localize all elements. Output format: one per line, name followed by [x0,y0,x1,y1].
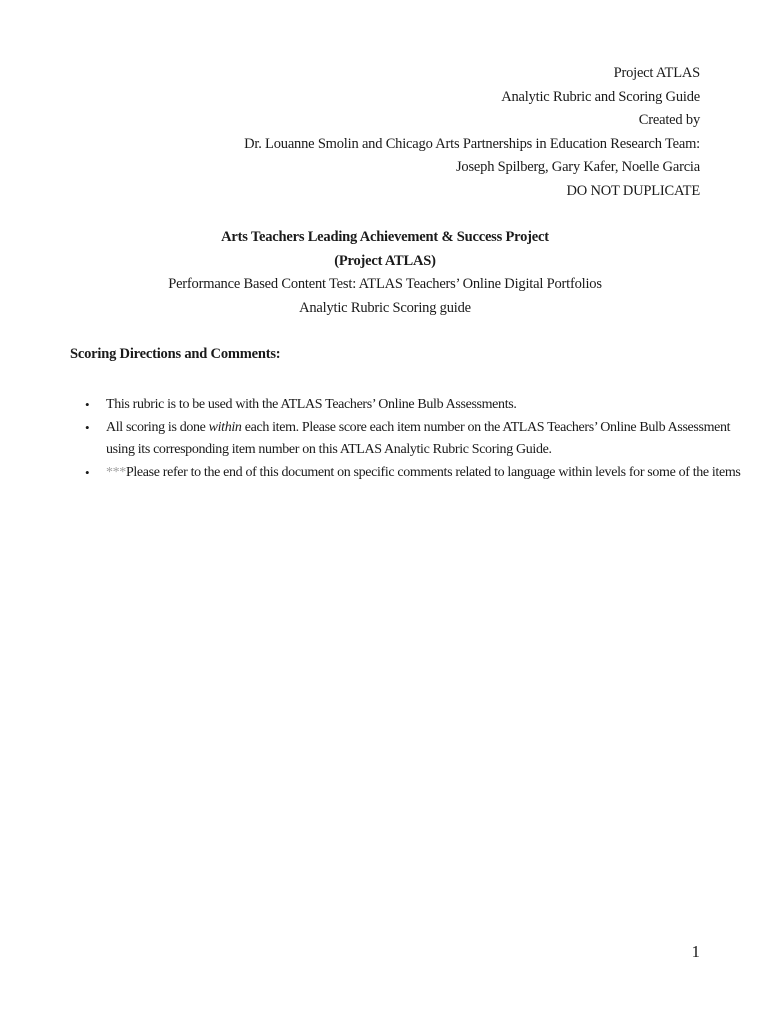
page-number: 1 [691,942,700,961]
bullet-text-continuation: using its corresponding item number on this ATLAS Analytic Rubric Scoring Guide. [106,442,552,457]
header-line-project: Project ATLAS [613,65,700,81]
bullet-text-part: Please refer to the end of this document on specific comments related to language within levels for some of the items [125,464,741,480]
bullet-icon: • [85,464,90,480]
bullet-icon: • [85,397,90,412]
list-item [82,394,722,417]
bullet-icon: • [85,419,90,435]
bullet-text: This rubric is to be used with the ATLAS Teachers’ Online Bulb Assessments. [106,397,517,412]
title-abbreviation: (Project ATLAS) [334,252,436,269]
list-item [82,417,731,462]
section-heading: Scoring Directions and Comments: [70,346,281,362]
header-line-guide: Analytic Rubric and Scoring Guide [501,88,700,105]
header-line-notice: DO NOT DUPLICATE [566,182,700,199]
bullet-text [106,417,731,440]
header-line-created-by: Created by [638,112,700,128]
list-item [82,462,741,485]
bullet-list [82,394,741,484]
bullet-text-part: each item. Please score each item number on the ATLAS Teachers’ Online Bulb Assessment [241,419,731,435]
document-header [100,62,700,203]
bullet-asterisks: *** [106,464,126,480]
bullet-text-part: All scoring is done [106,419,209,435]
bullet-emphasis: within [208,419,242,435]
document-title [0,226,770,320]
header-line-authors: Dr. Louanne Smolin and Chicago Arts Partnerships in Education Research Team: [244,135,700,152]
header-line-team: Joseph Spilberg, Gary Kafer, Noelle Garcia [455,159,700,175]
title-main: Arts Teachers Leading Achievement & Success Project [221,229,549,245]
title-guide: Analytic Rubric Scoring guide [299,299,471,316]
title-subtitle: Performance Based Content Test: ATLAS Teachers’ Online Digital Portfolios [168,276,602,292]
bullet-text [106,462,741,485]
